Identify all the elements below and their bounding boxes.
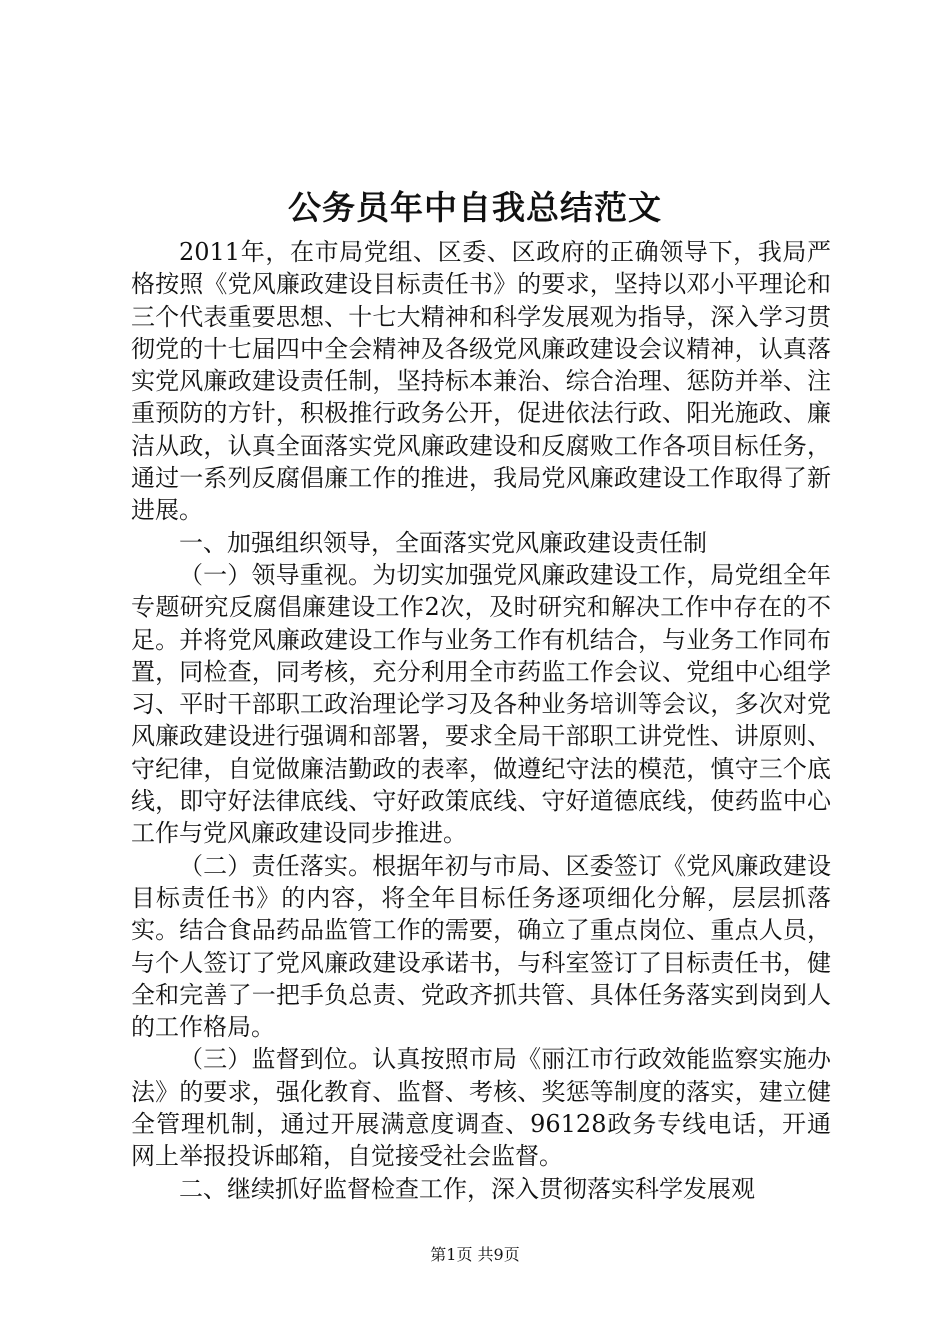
page-indicator: 第1页 共9页 [430,1245,520,1264]
document-body [131,236,831,1205]
section-heading-2: 二、继续抓好监督检查工作，深入贯彻落实科学发展观 [179,1174,755,1203]
paragraph-supervision: （三）监督到位。认真按照市局《丽江市行政效能监察实施办法》的要求，强化教育、监督、考核、奖惩等制度的落实，建立健全管理机制，通过开展满意度调查、96128政务专线电话，开通网上举报投诉邮箱，自觉接受社会监督。 [131,1045,831,1171]
paragraph-responsibility: （二）责任落实。根据年初与市局、区委签订《党风廉政建设目标责任书》的内容，将全年目标任务逐项细化分解，层层抓落实。结合食品药品监管工作的需要，确立了重点岗位、重点人员，与个人签订了党风廉政建设承诺书，与科室签订了目标责任书，健全和完善了一把手负总责、党政齐抓共管、具体任务落实到岗到人的工作格局。 [131,851,831,1042]
document-title: 公务员年中自我总结范文 [288,188,662,227]
section-heading-1: 一、加强组织领导，全面落实党风廉政建设责任制 [179,528,707,557]
paragraph-intro: 2011年，在市局党组、区委、区政府的正确领导下，我局严格按照《党风廉政建设目标责任书》的要求，坚持以邓小平理论和三个代表重要思想、十七大精神和科学发展观为指导，深入学习贯彻党的十七届四中全会精神及各级党风廉政建设会议精神，认真落实党风廉政建设责任制，坚持标本兼治、综合治理、惩防并举、注重预防的方针，积极推行政务公开，促进依法行政、阳光施政、廉洁从政，认真全面落实党风廉政建设和反腐败工作各项目标任务，通过一系列反腐倡廉工作的推进，我局党风廉政建设工作取得了新进展。 [131,238,831,525]
paragraph-leadership: （一）领导重视。为切实加强党风廉政建设工作，局党组全年专题研究反腐倡廉建设工作2次，及时研究和解决工作中存在的不足。并将党风廉政建设工作与业务工作有机结合，与业务工作同布置，同检查，同考核，充分利用全市药监工作会议、党组中心组学习、平时干部职工政治理论学习及各种业务培训等会议，多次对党风廉政建设进行强调和部署，要求全局干部职工讲党性、讲原则、守纪律，自觉做廉洁勤政的表率，做遵纪守法的模范，慎守三个底线，即守好法律底线、守好政策底线、守好道德底线，使药监中心工作与党风廉政建设同步推进。 [131,560,831,848]
